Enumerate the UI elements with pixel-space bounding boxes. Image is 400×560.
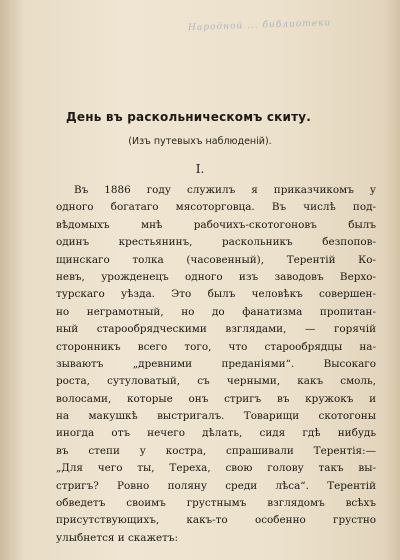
text-line: на макушкѣ выстригалъ. Товарищи скотогоны bbox=[56, 410, 376, 423]
text-line: щинскаго толка (часовенный), Терентій Ко- bbox=[56, 253, 376, 266]
library-stamp: Народной ... библиотеки bbox=[187, 18, 332, 34]
chapter-subtitle: (Изъ путевыхъ наблюденій). bbox=[128, 136, 272, 147]
text-line: волосами, которые онъ стригъ въ кружокъ и bbox=[56, 392, 376, 405]
text-line: ный старообрядческими взглядами, — горячій bbox=[56, 323, 376, 336]
chapter-title: День въ раскольническомъ скиту. bbox=[66, 110, 312, 124]
text-line: одного богатаго мясоторговца. Въ числѣ под- bbox=[56, 201, 376, 214]
section-number: I. bbox=[195, 162, 205, 176]
text-line: обведетъ своимъ грустнымъ взглядомъ всѣхъ bbox=[56, 497, 376, 510]
text-line: иногда отъ нечего дѣлать, сидя гдѣ нибудь bbox=[56, 427, 376, 440]
text-line: „Для чего ты, Тереха, свою голову такъ вы- bbox=[56, 462, 376, 475]
text-line: стригъ? Ровно поляну среди лѣса“. Терентій bbox=[56, 479, 376, 492]
text-line: улыбнется и скажетъ: bbox=[56, 531, 179, 544]
body-text bbox=[56, 182, 376, 547]
text-line: турскаго уѣзда. Это былъ человѣкъ совершен- bbox=[56, 288, 376, 301]
text-line: вѣдомыхъ мнѣ рабочихъ-скотогоновъ былъ bbox=[56, 218, 376, 231]
text-line: сторонникъ всего того, что старообрядцы на- bbox=[56, 340, 376, 353]
text-line: въ степи у костра, спрашивали Терентія:— bbox=[56, 444, 376, 457]
text-line: невъ, урожденецъ одного изъ заводовъ Верхо- bbox=[56, 270, 376, 283]
text-line: роста, сутуловатый, съ черными, какъ смоль, bbox=[56, 375, 376, 388]
text-line: но неграмотный, но до фанатизма пропитан- bbox=[56, 305, 376, 318]
text-line: Въ 1886 году служилъ я приказчикомъ у bbox=[74, 184, 376, 196]
text-line: присутствующихъ, какъ-то особенно грустно bbox=[56, 514, 376, 527]
text-line: зываютъ „древними преданіями“. Высокаго bbox=[56, 357, 376, 370]
text-line: одинъ крестьянинъ, раскольникъ безпопов- bbox=[56, 236, 376, 249]
